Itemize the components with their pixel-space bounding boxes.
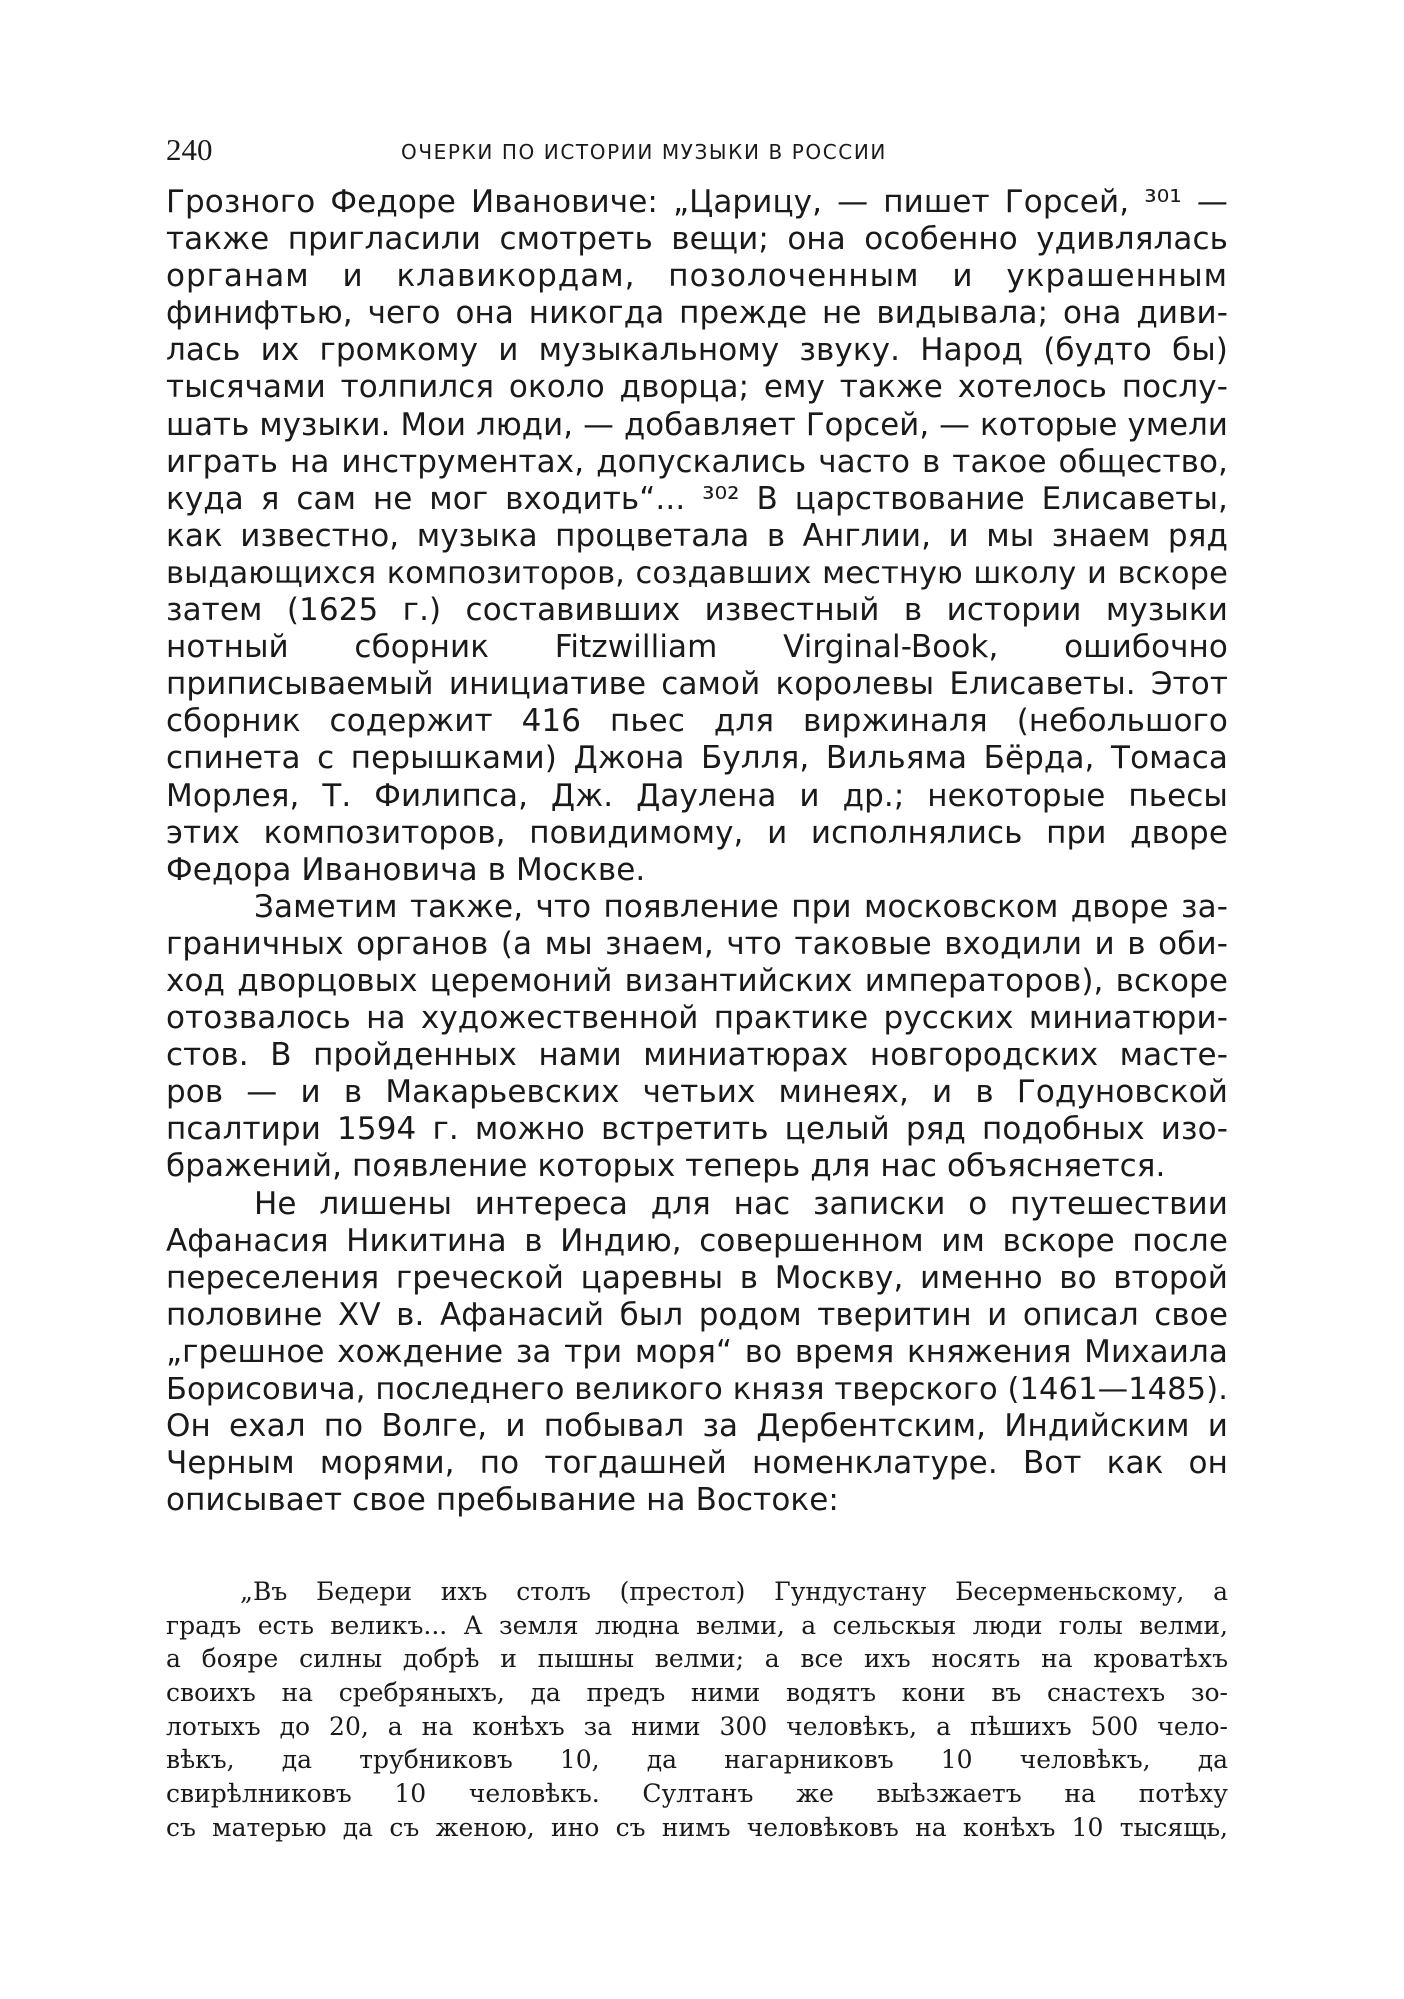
text-line: как известно, музыка процветала в Англии, и мы знаем ряд: [166, 517, 1228, 554]
text-line: приписываемый инициативе самой королевы Елисаветы. Этот: [166, 666, 1228, 703]
text-line: Морлея, Т. Филипса, Дж. Даулена и др.; некоторые пьесы: [166, 777, 1228, 814]
text-line: Федора Ивановича в Москве.: [166, 851, 646, 888]
text-line: сборник содержит 416 пьес для виржиналя (небольшого: [166, 703, 1228, 740]
text-line: стов. В пройденных нами миниатюрах новгородских масте-: [166, 1037, 1228, 1074]
page-number: 240: [166, 132, 213, 167]
text-line: спинета с перышками) Джона Булля, Вильяма Бёрда, Томаса: [166, 740, 1228, 777]
text-line: тысячами толпился около дворца; ему также хотелось послу-: [166, 369, 1228, 406]
text-line: финифтью, чего она никогда прежде не видывала; она диви-: [166, 295, 1228, 332]
text-line: ход дворцовых церемоний византийских императоров), вскоре: [166, 962, 1228, 999]
text-line: „грешное хождение за три моря“ во время княжения Михаила: [166, 1333, 1228, 1370]
text-line: ров — и в Макарьевских четьих минеях, и в Годуновской: [166, 1074, 1228, 1111]
text-line: нотный сборник Fitzwilliam Virginal-Book, ошибочно: [166, 629, 1228, 666]
quote-line: свирѣлниковъ 10 человѣкъ. Султанъ же выѣзжаетъ на потѣху: [166, 1779, 1228, 1809]
text-line: переселения греческой царевны в Москву, именно во второй: [166, 1259, 1228, 1296]
text-line: граничных органов (а мы знаем, что таковые входили и в оби-: [166, 925, 1228, 962]
page-header: [166, 132, 1226, 172]
quote-line: своихъ на сребряныхъ, да предъ ними водятъ кони въ снастехъ зо-: [166, 1678, 1228, 1708]
text-line: отозвалось на художественной практике русских миниатюри-: [166, 1000, 1228, 1037]
quotation-block: [166, 1575, 1228, 1845]
text-line: этих композиторов, повидимому, и исполнялись при дворе: [166, 814, 1228, 851]
quote-line: лотыхъ до 20, а на конѣхъ за ними 300 человѣкъ, а пѣшихъ 500 чело-: [166, 1711, 1228, 1741]
running-title: ОЧЕРКИ ПО ИСТОРИИ МУЗЫКИ В РОССИИ: [401, 140, 887, 164]
text-line: Он ехал по Волге, и побывал за Дербентским, Индийским и: [166, 1408, 1228, 1445]
text-line: также пригласили смотреть вещи; она особенно удивлялась: [166, 221, 1228, 258]
text-line: псалтири 1594 г. можно встретить целый ряд подобных изо-: [166, 1111, 1228, 1148]
quote-line: вѣкъ, да трубниковъ 10, да нагарниковъ 10 человѣкъ, да: [166, 1745, 1228, 1775]
text-line: Заметим также, что появление при московском дворе за-: [254, 888, 1228, 925]
text-line: выдающихся композиторов, создавших местную школу и вскоре: [166, 555, 1228, 591]
text-line: шать музыки. Мои люди, — добавляет Горсей, — которые умели: [166, 406, 1228, 443]
text-line: лась их громкому и музыкальному звуку. Народ (будто бы): [166, 332, 1228, 369]
text-line: бражений, появление которых теперь для нас объясняется.: [166, 1148, 1166, 1185]
quote-line: а бояре силны добрѣ и пышны велми; а все ихъ носять на кроватѣхъ: [166, 1644, 1228, 1674]
main-text: [166, 184, 1228, 1519]
text-line: Черным морями, по тогдашней номенклатуре. Вот как он: [166, 1445, 1228, 1482]
text-line: Афанасия Никитина в Индию, совершенном им вскоре после: [166, 1222, 1228, 1259]
quote-line: градъ есть великъ... А земля людна велми, а сельскыя люди голы велми,: [166, 1610, 1228, 1640]
text-line: играть на инструментах, допускались часто в такое общество,: [166, 443, 1228, 480]
text-line: половине XV в. Афанасий был родом тверитин и описал свое: [166, 1296, 1228, 1333]
text-line: Грозного Федоре Ивановиче: „Царицу, — пишет Горсей, ³⁰¹ —: [166, 184, 1228, 220]
text-line: затем (1625 г.) составивших известный в истории музыки: [166, 592, 1228, 629]
quote-line: съ матерью да съ женою, ино съ нимъ человѣковъ на конѣхъ 10 тысящь,: [166, 1812, 1228, 1842]
quote-line: „Въ Бедери ихъ столъ (престол) Гундустану Бесерменьскому, а: [240, 1577, 1228, 1606]
text-line: органам и клавикордам, позолоченным и украшенным: [166, 258, 1228, 295]
text-line: куда я сам не мог входить“... ³⁰² В царствование Елисаветы,: [166, 480, 1228, 517]
text-line: Не лишены интереса для нас записки о путешествии: [254, 1185, 1228, 1222]
text-line: описывает свое пребывание на Востоке:: [166, 1482, 839, 1519]
text-line: Борисовича, последнего великого князя тверского (1461—1485).: [166, 1372, 1228, 1407]
